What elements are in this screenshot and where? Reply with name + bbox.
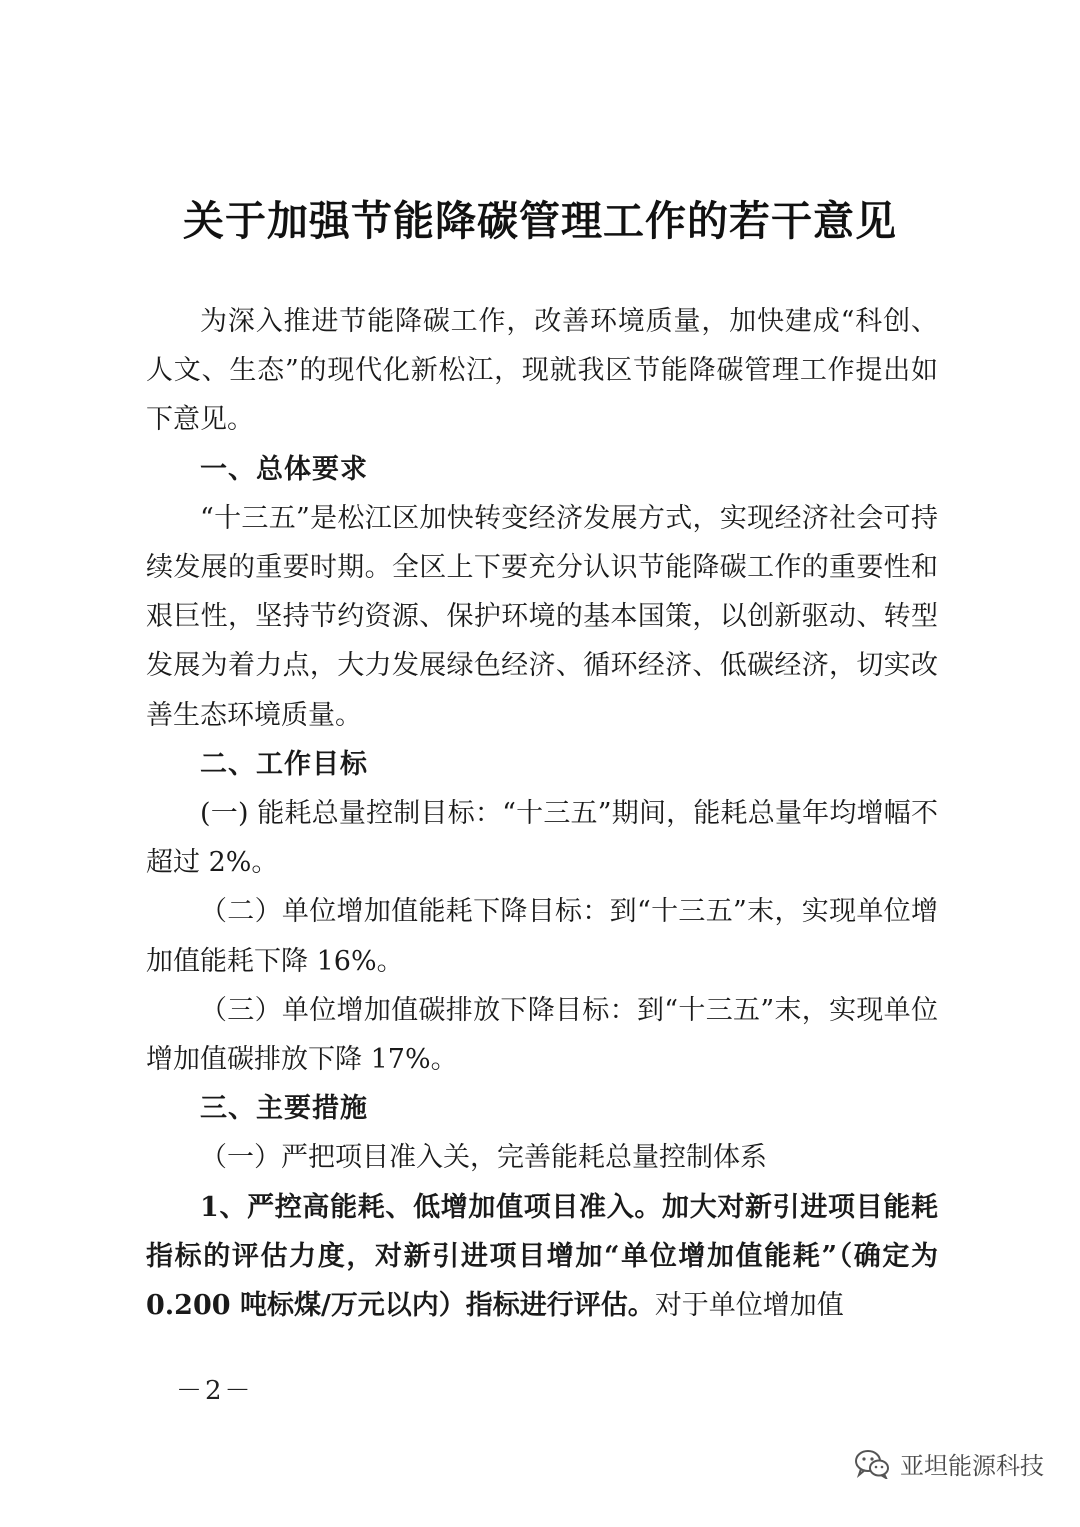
- document-title: 关于加强节能降碳管理工作的若干意见: [183, 197, 897, 245]
- section-heading-main-measures: 三、主要措施: [200, 1093, 368, 1125]
- goal-carbon-intensity: （三）单位增加值碳排放下降目标：到“十三五”末，实现单位增加值碳排放下降 17%。: [146, 994, 938, 1076]
- measure-subheading-1: （一）严把项目准入关，完善能耗总量控制体系: [200, 1142, 767, 1174]
- measure-1-paragraph: [146, 1183, 938, 1331]
- document-body: [146, 297, 938, 1330]
- general-requirements-paragraph: “十三五”是松江区加快转变经济发展方式，实现经济社会可持续发展的重要时期。全区上下要充分认识节能降碳工作的重要性和艰巨性，坚持节约资源、保护环境的基本国策，以创新驱动、转型发展为着力点，大力发展绿色经济、循环经济、低碳经济，切实改善生态环境质量。: [146, 502, 938, 731]
- intro-paragraph: 为深入推进节能降碳工作，改善环境质量，加快建成“科创、人文、生态”的现代化新松江，现就我区节能降碳管理工作提出如下意见。: [146, 306, 938, 436]
- wechat-icon: [854, 1449, 890, 1479]
- watermark-text: 亚坦能源科技: [900, 1452, 1044, 1480]
- measure-1-continued-text: 对于单位增加值: [654, 1290, 844, 1322]
- section-heading-general-requirements: 一、总体要求: [200, 453, 368, 485]
- wechat-watermark: [854, 1446, 1044, 1481]
- goal-energy-intensity: （二）单位增加值能耗下降目标：到“十三五”末，实现单位增加值能耗下降 16%。: [146, 896, 938, 977]
- section-heading-work-goals: 二、工作目标: [200, 748, 368, 780]
- goal-energy-total: (一) 能耗总量控制目标：“十三五”期间，能耗总量年均增幅不超过 2%。: [146, 798, 938, 879]
- page-number: －2－: [176, 1376, 254, 1406]
- measure-1-bold-text: 1、严控高能耗、低增加值项目准入。加大对新引进项目能耗指标的评估力度，对新引进项目增加“单位增加值能耗”（确定为 0.200 吨标煤/万元以内）指标进行评估。: [146, 1191, 938, 1322]
